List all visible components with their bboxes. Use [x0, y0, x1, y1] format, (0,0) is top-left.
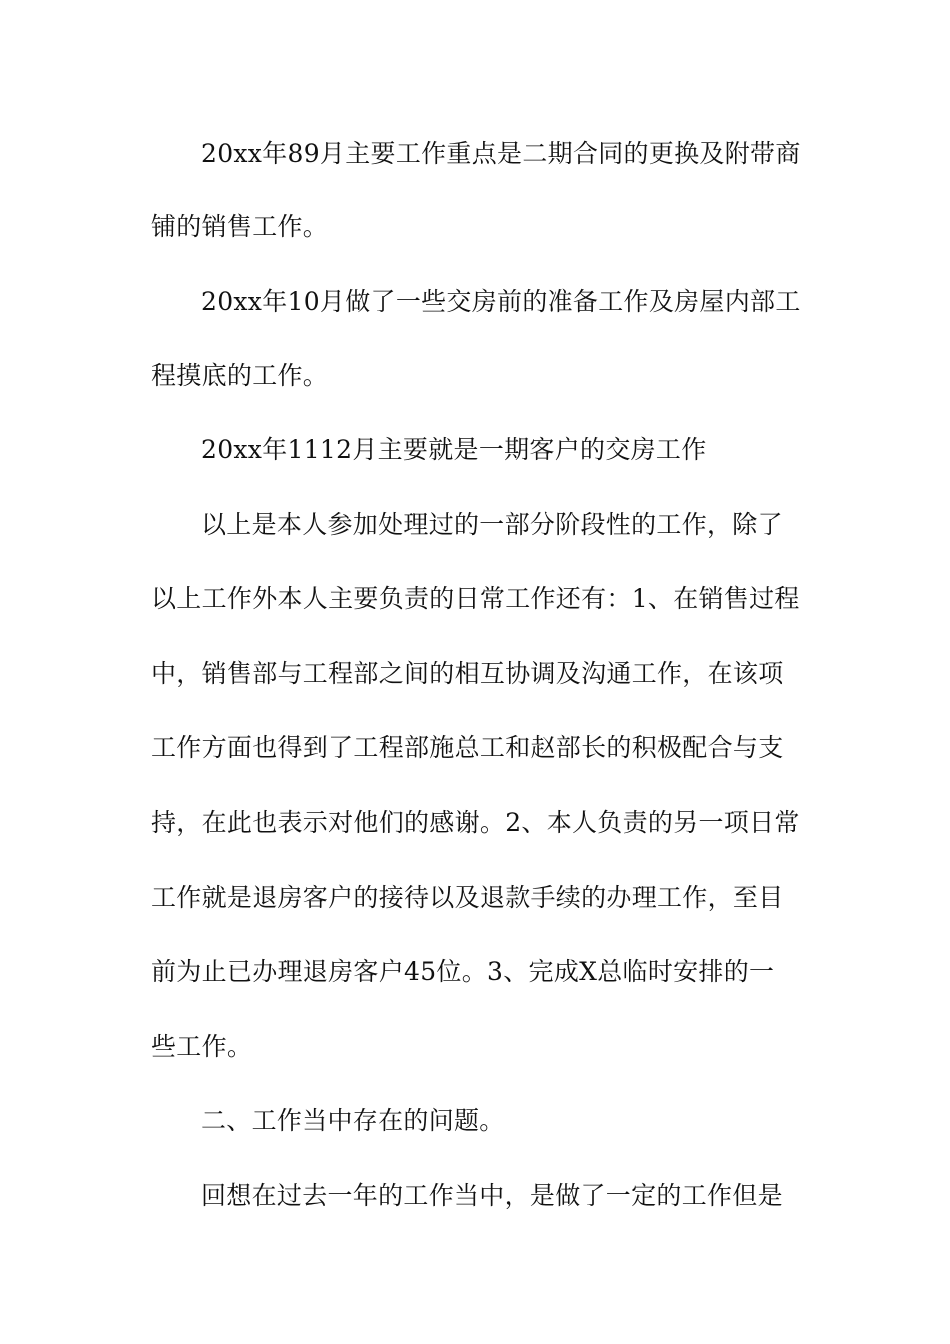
text-line: 工作方面也得到了工程部施总工和赵部长的积极配合与支: [151, 733, 784, 762]
text-line: 工作就是退房客户的接待以及退款手续的办理工作，至目: [151, 883, 784, 912]
text-line: 20xx年89月主要工作重点是二期合同的更换及附带商: [201, 139, 801, 168]
text-line: 持，在此也表示对他们的感谢。2、本人负责的另一项日常: [151, 808, 800, 837]
text-line: 以上工作外本人主要负责的日常工作还有：1、在销售过程: [151, 584, 800, 613]
text-line: 以上是本人参加处理过的一部分阶段性的工作，除了: [201, 510, 783, 539]
text-line: 20xx年10月做了一些交房前的准备工作及房屋内部工: [201, 287, 801, 316]
text-line: 程摸底的工作。: [151, 361, 329, 390]
text-line: 些工作。: [151, 1032, 253, 1061]
text-line: 回想在过去一年的工作当中，是做了一定的工作但是: [201, 1181, 783, 1210]
text-line: 铺的销售工作。: [151, 212, 329, 241]
text-line: 中，销售部与工程部之间的相互协调及沟通工作，在该项: [151, 659, 784, 688]
text-line: 20xx年1112月主要就是一期客户的交房工作: [201, 435, 707, 464]
section-heading: 二、工作当中存在的问题。: [201, 1106, 505, 1135]
text-line: 前为止已办理退房客户45位。3、完成X总临时安排的一: [151, 957, 775, 986]
